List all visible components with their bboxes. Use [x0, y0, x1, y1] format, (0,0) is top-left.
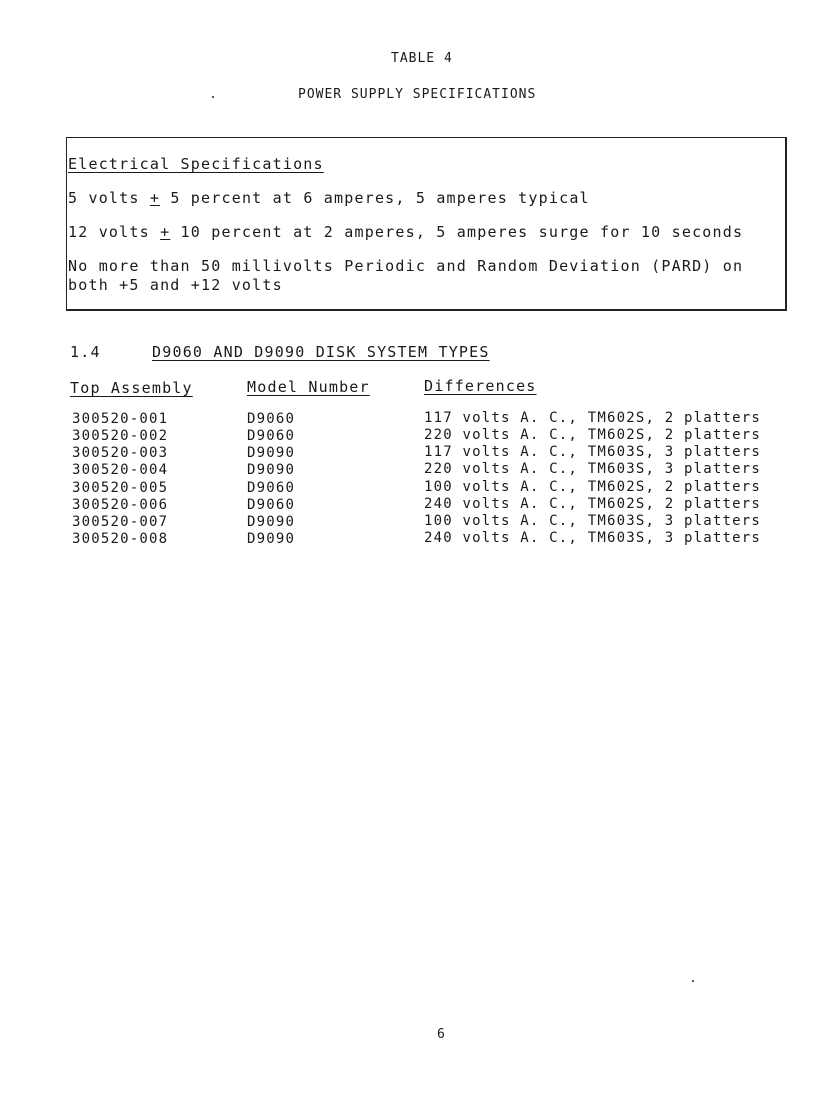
model-cell: D9060 — [247, 411, 296, 427]
model-cell: D9060 — [247, 428, 296, 444]
scan-speck — [212, 96, 214, 98]
header-model-number: Model Number — [247, 378, 370, 396]
spec-5v-post: 5 percent at 6 amperes, 5 amperes typical — [160, 189, 590, 207]
page-number: 6 — [437, 1027, 446, 1042]
spec-pard-line2: both +5 and +12 volts — [68, 276, 283, 294]
spec-12v-pre: 12 volts — [68, 223, 161, 241]
spec-5v-pre: 5 volts — [68, 189, 150, 207]
table-number: TABLE 4 — [391, 51, 453, 66]
assembly-cell: 300520-003 — [72, 445, 169, 461]
differences-cell: 220 volts A. C., TM603S, 3 platters — [424, 461, 762, 477]
assembly-cell: 300520-007 — [72, 514, 169, 530]
model-cell: D9090 — [247, 531, 296, 547]
assembly-cell: 300520-008 — [72, 531, 169, 547]
differences-cell: 240 volts A. C., TM603S, 3 platters — [424, 530, 762, 546]
spec-5v — [68, 189, 590, 207]
differences-cell: 117 volts A. C., TM603S, 3 platters — [424, 444, 762, 460]
plus-minus-sign: + — [160, 223, 171, 241]
header-top-assembly: Top Assembly — [70, 379, 193, 397]
spec-pard-line1: No more than 50 millivolts Periodic and Random Deviation (PARD) on — [68, 257, 744, 275]
plus-minus-sign: + — [149, 189, 161, 207]
model-cell: D9060 — [247, 497, 296, 513]
assembly-cell: 300520-005 — [72, 480, 169, 496]
model-cell: D9060 — [247, 480, 296, 496]
differences-cell: 240 volts A. C., TM602S, 2 platters — [424, 496, 762, 512]
model-cell: D9090 — [247, 514, 296, 530]
assembly-cell: 300520-004 — [72, 462, 169, 478]
header-differences: Differences — [424, 377, 537, 395]
differences-cell: 220 volts A. C., TM602S, 2 platters — [424, 427, 762, 443]
electrical-specifications-box — [66, 137, 787, 311]
spec-12v-post: 10 percent at 2 amperes, 5 amperes surge for 10 seconds — [170, 223, 744, 241]
differences-cell: 100 volts A. C., TM603S, 3 platters — [424, 513, 762, 529]
assembly-cell: 300520-006 — [72, 497, 169, 513]
assembly-cell: 300520-001 — [72, 411, 169, 427]
section-number: 1.4 — [70, 343, 101, 361]
differences-cell: 100 volts A. C., TM602S, 2 platters — [424, 479, 762, 495]
differences-cell: 117 volts A. C., TM602S, 2 platters — [424, 410, 762, 426]
electrical-heading: Electrical Specifications — [68, 155, 324, 173]
assembly-cell: 300520-002 — [72, 428, 169, 444]
model-cell: D9090 — [247, 462, 296, 478]
table-title: POWER SUPPLY SPECIFICATIONS — [298, 87, 537, 102]
section-title: D9060 AND D9090 DISK SYSTEM TYPES — [152, 343, 490, 361]
model-cell: D9090 — [247, 445, 296, 461]
spec-12v — [68, 223, 743, 241]
scan-speck — [692, 980, 694, 982]
